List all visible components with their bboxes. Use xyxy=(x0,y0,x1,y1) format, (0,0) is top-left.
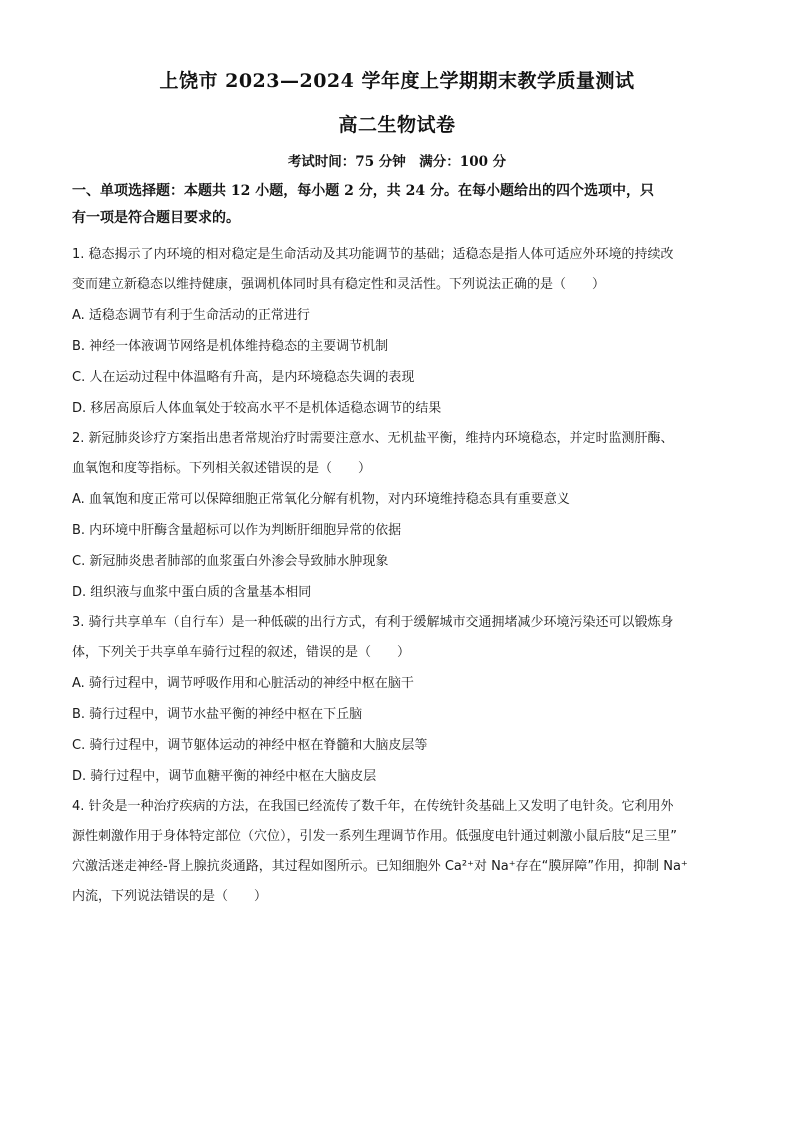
section-heading-line: 一、单项选择题：本题共 12 小题，每小题 2 分，共 24 分。在每小题给出的四个选项中，只 xyxy=(72,183,654,199)
option-b: B. 内环境中肝酶含量超标可以作为判断肝细胞异常的依据 xyxy=(72,523,402,538)
option-c: C. 骑行过程中，调节躯体运动的神经中枢在脊髓和大脑皮层等 xyxy=(72,738,428,753)
option-d: D. 移居高原后人体血氧处于较高水平不是机体适稳态调节的结果 xyxy=(72,401,442,416)
option-b: B. 骑行过程中，调节水盐平衡的神经中枢在下丘脑 xyxy=(72,707,363,722)
question-stem-line: 体，下列关于共享单车骑行过程的叙述，错误的是（ ） xyxy=(72,645,411,660)
exam-subtitle: 高二生物试卷 xyxy=(338,114,456,136)
question-2 xyxy=(72,424,724,608)
option-a: A. 适稳态调节有利于生命活动的正常进行 xyxy=(72,308,310,323)
section-heading-line: 有一项是符合题目要求的。 xyxy=(72,210,240,226)
question-stem-line: 内流，下列说法错误的是（ ） xyxy=(72,889,268,904)
question-stem-line: 血氧饱和度等指标。下列相关叙述错误的是（ ） xyxy=(72,461,372,476)
question-stem-line: 源性刺激作用于身体特定部位（穴位），引发一系列生理调节作用。低强度电针通过刺激小鼠后肢“足三里” xyxy=(72,829,677,844)
question-1 xyxy=(72,240,724,424)
option-a: A. 血氧饱和度正常可以保障细胞正常氧化分解有机物，对内环境维持稳态具有重要意义 xyxy=(72,492,570,507)
question-stem-line: 2. 新冠肺炎诊疗方案指出患者常规治疗时需要注意水、无机盐平衡，维持内环境稳态，并定时监测肝酶、 xyxy=(72,431,674,446)
question-stem-line: 变而建立新稳态以维持健康，强调机体同时具有稳定性和灵活性。下列说法正确的是（ ） xyxy=(72,277,606,292)
option-c: C. 人在运动过程中体温略有升高，是内环境稳态失调的表现 xyxy=(72,370,415,385)
question-stem-line: 3. 骑行共享单车（自行车）是一种低碳的出行方式，有利于缓解城市交通拥堵减少环境污染还可以锻炼身 xyxy=(72,615,674,630)
question-stem-line: 4. 针灸是一种治疗疾病的方法，在我国已经流传了数千年，在传统针灸基础上又发明了电针灸。它利用外 xyxy=(72,799,674,814)
exam-title: 上饶市 2023—2024 学年度上学期期末教学质量测试 xyxy=(159,70,635,92)
option-b: B. 神经一体液调节网络是机体维持稳态的主要调节机制 xyxy=(72,339,389,354)
option-c: C. 新冠肺炎患者肺部的血浆蛋白外渗会导致肺水肿现象 xyxy=(72,554,389,569)
question-stem-line: 穴激活迷走神经-肾上腺抗炎通路，其过程如图所示。已知细胞外 Ca²⁺对 Na⁺存在“膜屏障”作用，抑制 Na⁺ xyxy=(72,859,688,874)
option-d: D. 骑行过程中，调节血糖平衡的神经中枢在大脑皮层 xyxy=(72,769,377,784)
section-heading xyxy=(72,178,724,232)
option-d: D. 组织液与血浆中蛋白质的含量基本相同 xyxy=(72,585,312,600)
question-3 xyxy=(72,608,724,792)
question-4 xyxy=(72,792,724,912)
question-stem-line: 1. 稳态揭示了内环境的相对稳定是生命活动及其功能调节的基础；适稳态是指人体可适应外环境的持续改 xyxy=(72,247,674,262)
question-list xyxy=(72,240,724,912)
option-a: A. 骑行过程中，调节呼吸作用和心脏活动的神经中枢在脑干 xyxy=(72,676,414,691)
exam-meta: 考试时间：75 分钟 满分：100 分 xyxy=(287,154,507,170)
